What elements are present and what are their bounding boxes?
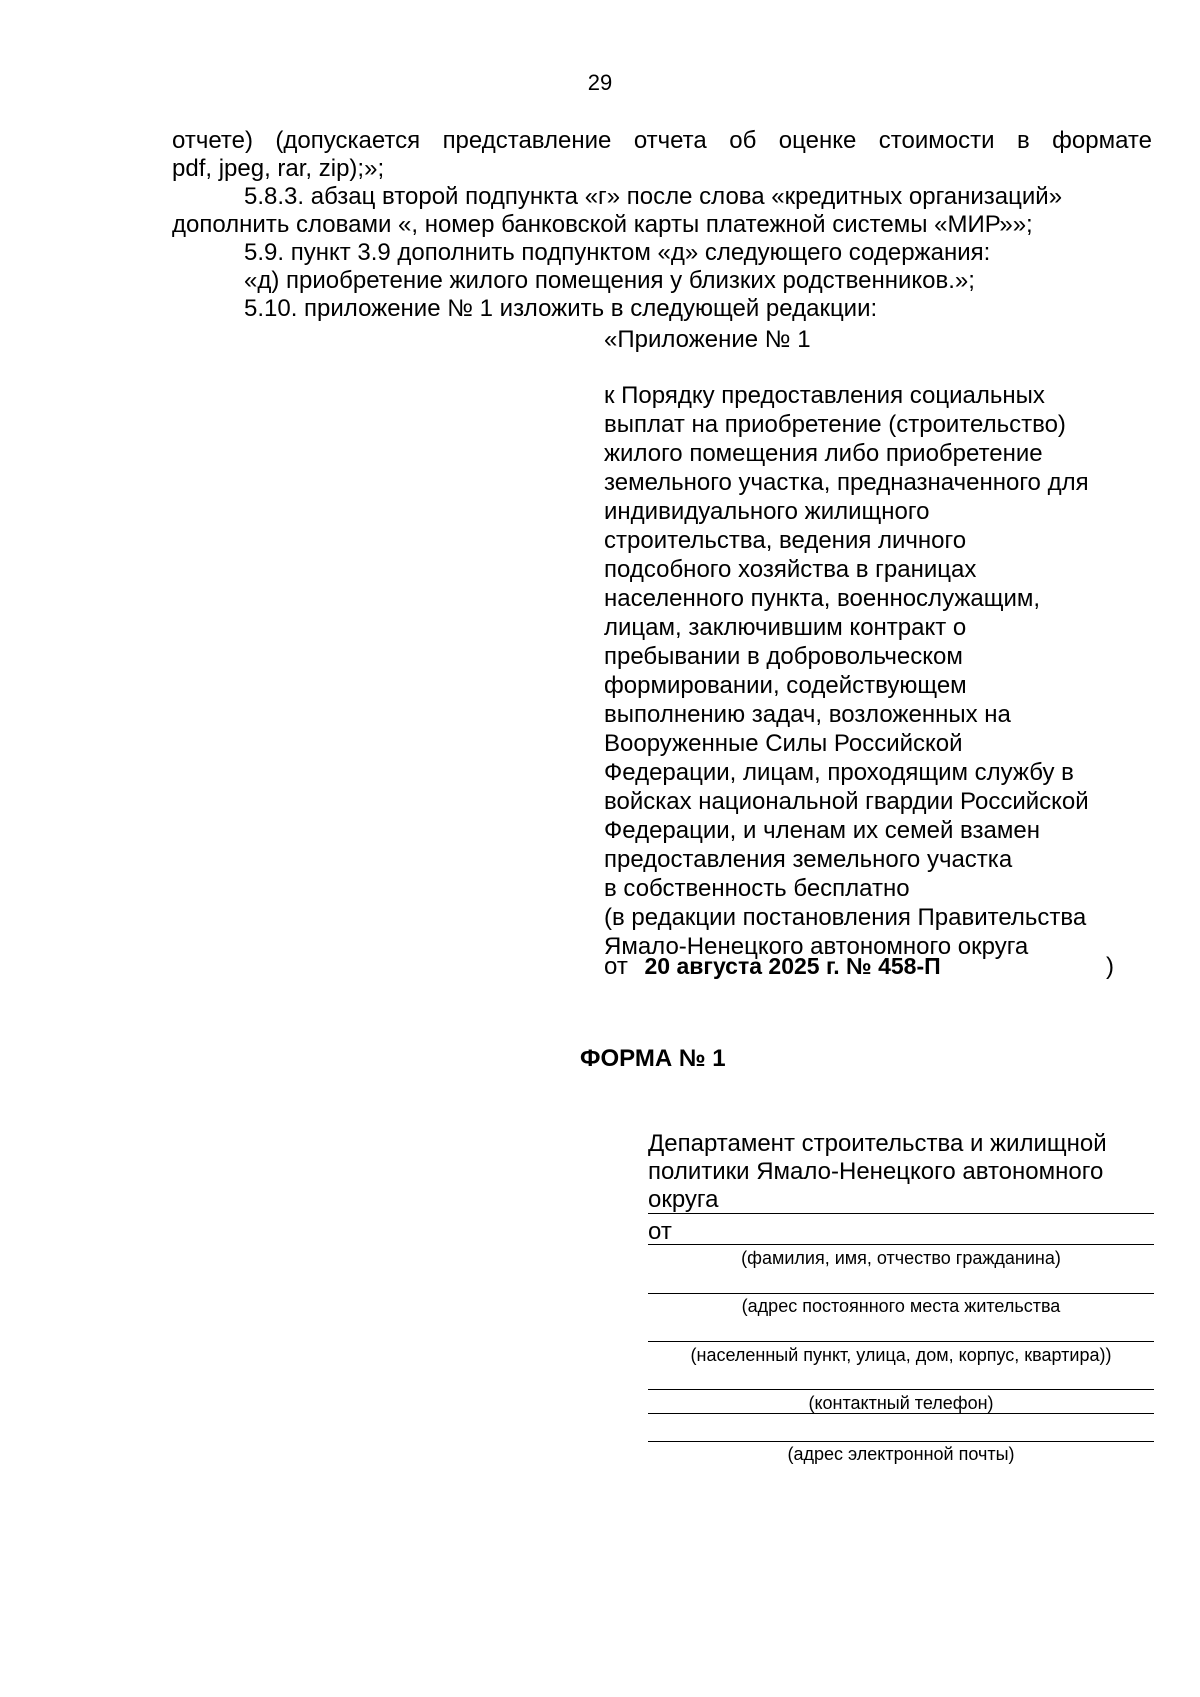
field-line-phone[interactable] (648, 1389, 1154, 1390)
appendix-line: войсках национальной гвардии Российской (604, 788, 1089, 815)
appendix-line: в собственность бесплатно (604, 875, 910, 902)
appendix-line: индивидуального жилищного (604, 498, 930, 525)
field-line-phone-bottom (648, 1413, 1154, 1414)
from-label: от (648, 1218, 672, 1245)
department-line: политики Ямало-Ненецкого автономного (648, 1158, 1104, 1185)
appendix-line: жилого помещения либо приобретение (604, 440, 1043, 467)
appendix-heading: «Приложение № 1 (604, 326, 811, 353)
body-line-2: pdf, jpeg, rar, zip);»; (172, 155, 385, 182)
appendix-text (604, 381, 1089, 961)
body-line-4: дополнить словами «, номер банковской карты платежной системы «МИР»»; (172, 211, 1033, 238)
appendix-line: Федерации, лицам, проходящим службу в (604, 759, 1074, 786)
appendix-line: подсобного хозяйства в границах (604, 556, 977, 583)
appendix-line: лицам, заключившим контракт о (604, 614, 967, 641)
appendix-line: выполнению задач, возложенных на (604, 701, 1011, 728)
appendix-line: предоставления земельного участка (604, 846, 1013, 873)
date-closing-paren: ) (1106, 953, 1114, 980)
field-line-name[interactable] (648, 1244, 1154, 1245)
appendix-line: пребывании в добровольческом (604, 643, 963, 670)
caption-email: (адрес электронной почты) (787, 1444, 1015, 1464)
appendix-line: формировании, содействующем (604, 672, 967, 699)
appendix-line: строительства, ведения личного (604, 527, 967, 554)
body-line-5: 5.9. пункт 3.9 дополнить подпунктом «д» следующего содержания: (244, 239, 991, 266)
appendix-line: Федерации, и членам их семей взамен (604, 817, 1040, 844)
page-number: 29 (587, 70, 613, 95)
resolution-date: 20 августа 2025 г. № 458-П (644, 953, 941, 979)
appendix-line: Ямало-Ненецкого автономного округа (604, 933, 1029, 960)
form-title: ФОРМА № 1 (580, 1045, 726, 1072)
body-line-7: 5.10. приложение № 1 изложить в следующей редакции: (244, 295, 878, 322)
appendix-line: выплат на приобретение (строительство) (604, 411, 1066, 438)
department-line: Департамент строительства и жилищной (648, 1130, 1107, 1157)
body-line-1: отчете) (допускается представление отчета об оценке стоимости в формате (172, 127, 1152, 154)
appendix-line: населенного пункта, военнослужащим, (604, 585, 1041, 612)
body-line-6: «д) приобретение жилого помещения у близких родственников.»; (244, 267, 975, 294)
caption-locality: (населенный пункт, улица, дом, корпус, квартира)) (690, 1345, 1112, 1365)
field-line-email[interactable] (648, 1441, 1154, 1442)
body-line-3: 5.8.3. абзац второй подпункта «г» после слова «кредитных организаций» (244, 183, 1063, 210)
appendix-line: к Порядку предоставления социальных (604, 382, 1045, 409)
field-line-address[interactable] (648, 1293, 1154, 1294)
appendix-line: Вооруженные Силы Российской (604, 730, 963, 757)
caption-phone: (контактный телефон) (808, 1393, 994, 1413)
caption-full-name: (фамилия, имя, отчество гражданина) (741, 1248, 1061, 1268)
department-line: округа (648, 1186, 719, 1213)
appendix-line: (в редакции постановления Правительства (604, 904, 1087, 931)
department-address (648, 1130, 1107, 1214)
resolution-date-line (604, 953, 941, 981)
field-line-locality[interactable] (648, 1341, 1154, 1342)
date-prefix: от (604, 953, 628, 980)
underline-department (648, 1213, 1154, 1214)
caption-address: (адрес постоянного места жительства (741, 1296, 1061, 1316)
appendix-line: земельного участка, предназначенного для (604, 469, 1089, 496)
